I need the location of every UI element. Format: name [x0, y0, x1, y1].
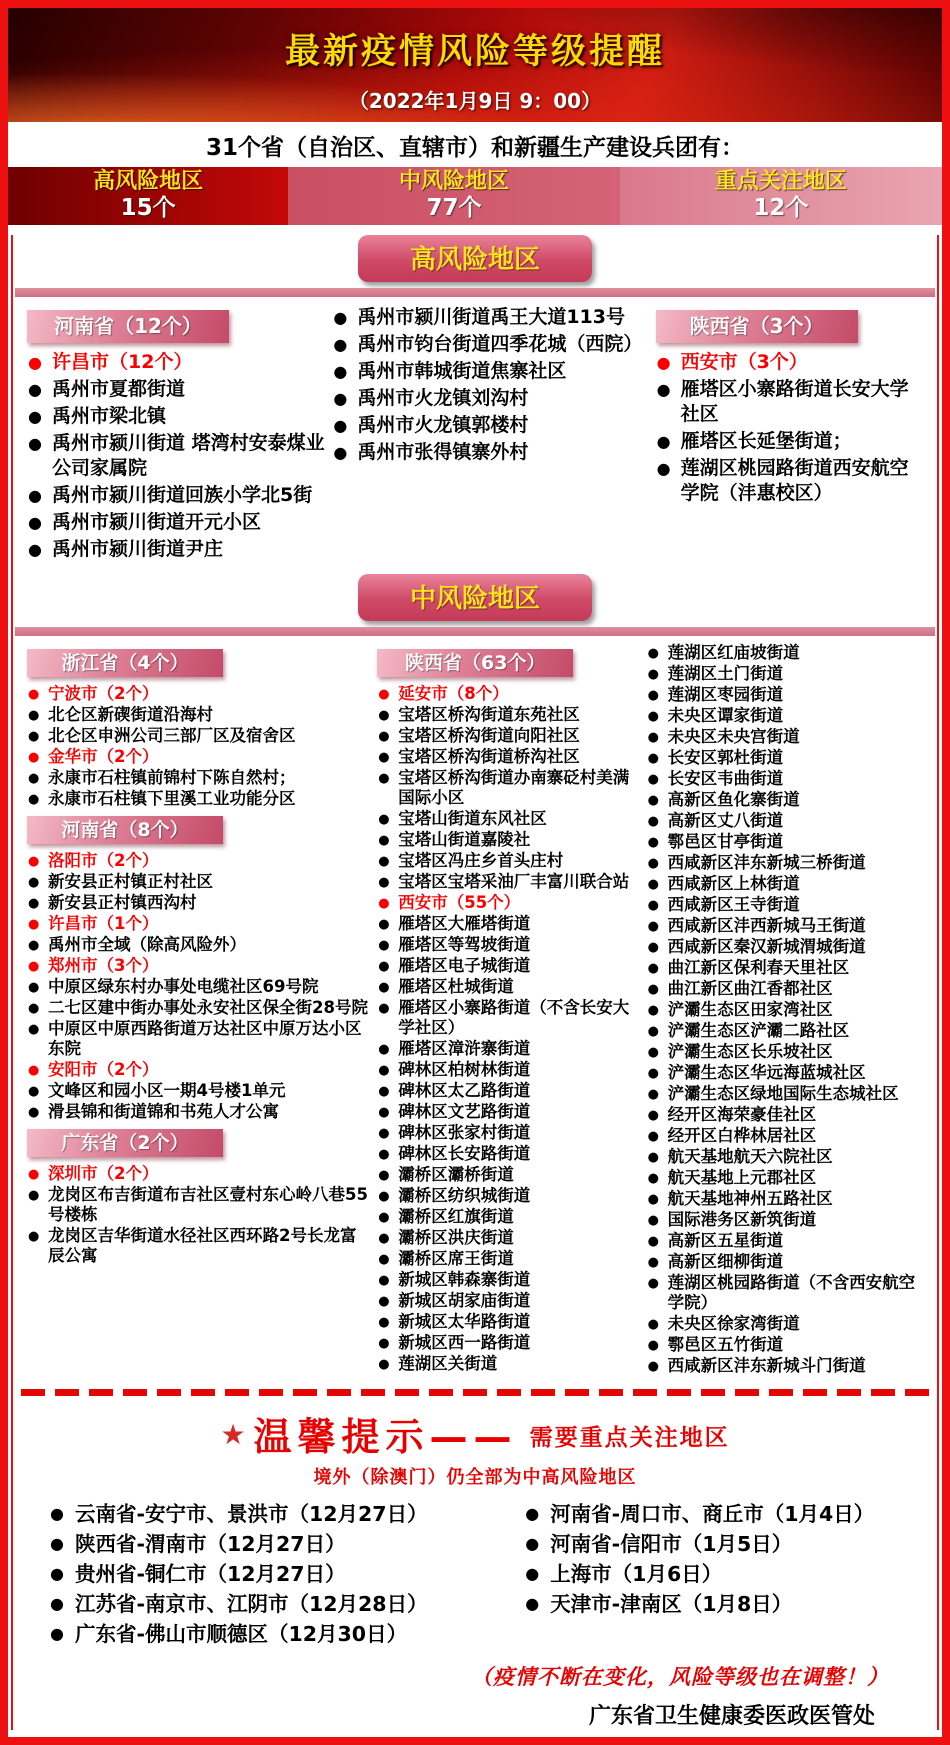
list-item-text: 西安市（3个） [680, 351, 808, 373]
notice-item [49, 1559, 524, 1589]
dashed-separator [21, 1389, 929, 1396]
list-item-text: 碑林区柏树林街道 [398, 1060, 531, 1079]
list-item [647, 1252, 919, 1272]
list-item [647, 706, 919, 726]
list-item-text: 宝塔区冯庄乡首头庄村 [398, 851, 564, 870]
list-item [647, 1356, 919, 1376]
list-item-text: 曲江新区保利春天里社区 [667, 958, 850, 977]
list-item [377, 768, 640, 808]
list-item-text: 中原区绿东村办事处电缆社区69号院 [48, 977, 319, 996]
list-item [27, 768, 371, 788]
notice-item-text: 云南省-安宁市、景洪市（12月27日） [75, 1502, 428, 1526]
stat-count: 12个 [753, 195, 809, 222]
list-item [377, 1039, 640, 1059]
list-item [377, 1333, 640, 1353]
list-item [332, 332, 649, 357]
list-item-text: 未央区谭家街道 [667, 706, 784, 725]
list-item-text: 新安县正村镇正村社区 [48, 872, 213, 891]
list-item-text: 二七区建中街办事处永安社区保全街28号院 [48, 998, 368, 1017]
list-item [647, 1063, 919, 1083]
list-item-text: 河南省（8个） [27, 816, 223, 844]
mid-risk-column-3 [645, 640, 923, 1377]
list-item-text: 金华市（2个） [48, 747, 159, 766]
list-item-text: 浐灞生态区绿地国际生态城社区 [667, 1084, 899, 1103]
date-label: （2022年1月9日 9：00） [348, 89, 602, 113]
list-item-text: 新城区西一路街道 [398, 1333, 531, 1352]
notice-left-list [49, 1499, 524, 1649]
list-item [656, 456, 919, 506]
list-item-text: 莲湖区红庙坡街道 [667, 643, 800, 662]
list-item [377, 998, 640, 1038]
list-item [377, 1270, 640, 1290]
list-item [647, 1042, 919, 1062]
list-item [377, 1165, 640, 1185]
list-item [647, 937, 919, 957]
list-item [27, 1019, 371, 1059]
notice-item-text: 贵州省-铜仁市（12月27日） [75, 1562, 346, 1586]
list-item-text: 禹州市钧台街道四季花城（西院） [357, 333, 643, 355]
list-item [377, 1186, 640, 1206]
list-item-text: 禹州市全域（除高风险外） [48, 935, 246, 954]
list-item-text: 安阳市（2个） [48, 1060, 159, 1079]
list-item-text: 陕西省（3个） [656, 310, 858, 343]
list-item-text: 莲湖区桃园路街道（不含西安航空学院） [667, 1273, 916, 1312]
list-item-text: 北仑区新碶街道沿海村 [48, 705, 213, 724]
list-item [27, 789, 371, 809]
list-item-text: 莲湖区枣园街道 [667, 685, 784, 704]
stat-label: 中风险地区 [398, 169, 509, 195]
high-risk-column-1 [25, 301, 330, 564]
list-item [656, 310, 919, 343]
list-item [377, 1228, 640, 1248]
list-item-text: 禹州市颍川街道 塔湾村安泰煤业公司家属院 [52, 432, 325, 479]
list-item [27, 483, 326, 508]
list-item [377, 830, 640, 850]
list-item [377, 1123, 640, 1143]
list-item [647, 748, 919, 768]
notice-item-text: 江苏省-南京市、江阴市（12月28日） [75, 1592, 428, 1616]
stat-count: 15个 [120, 195, 176, 222]
list-item [27, 684, 371, 704]
notice-item [49, 1619, 524, 1649]
list-item [27, 1060, 371, 1080]
list-item [377, 1060, 640, 1080]
list-item [656, 429, 919, 454]
list-item-text: 灞桥区洪庆街道 [398, 1228, 514, 1247]
notice-warning: （疫情不断在变化，风险等级也在调整！） [471, 1665, 889, 1689]
list-item-text: 雁塔区等驾坡街道 [398, 935, 531, 954]
list-item [647, 853, 919, 873]
list-item [647, 1314, 919, 1334]
list-item-text: 西咸新区沣东新城斗门街道 [667, 1356, 866, 1375]
list-item [377, 1354, 640, 1374]
notice-item [524, 1499, 913, 1529]
list-item [377, 1291, 640, 1311]
list-item [656, 377, 919, 427]
list-item-text: 深圳市（2个） [48, 1164, 159, 1183]
list-item-text: 高新区鱼化寨街道 [667, 790, 800, 809]
list-item [647, 1189, 919, 1209]
list-item-text: 曲江新区曲江香都社区 [667, 979, 833, 998]
list-item [647, 685, 919, 705]
list-item-text: 雁塔区电子城街道 [398, 956, 531, 975]
list-item [27, 1164, 371, 1184]
list-item-text: 碑林区太乙路街道 [398, 1081, 531, 1100]
list-item-text: 禹州市韩城街道焦寨社区 [357, 360, 567, 382]
list-item [377, 1312, 640, 1332]
list-item [377, 747, 640, 767]
list-item-text: 莲湖区桃园路街道西安航空学院（沣惠校区） [680, 457, 909, 504]
mid-risk-column-1 [25, 640, 375, 1267]
notice-title: 温馨提示—— [253, 1415, 518, 1459]
list-item-text: 宝塔区桥沟街道东苑社区 [398, 705, 580, 724]
mid-risk-column-2 [375, 640, 644, 1375]
list-item-text: 莲湖区土门街道 [667, 664, 784, 683]
list-item [27, 747, 371, 767]
list-item-text: 禹州市颍川街道尹庄 [52, 538, 224, 560]
list-item [647, 769, 919, 789]
list-item [27, 1185, 371, 1225]
list-item-text: 洛阳市（2个） [48, 851, 159, 870]
list-item-text: 宁波市（2个） [48, 684, 159, 703]
list-item [647, 916, 919, 936]
section-pill-high-risk: 高风险地区 [358, 235, 592, 282]
list-item [27, 998, 371, 1018]
list-item-text: 禹州市颍川街道禹王大道113号 [357, 306, 625, 328]
list-item-text: 西安市（55个） [398, 893, 521, 912]
list-item [647, 1273, 919, 1313]
list-item-text: 雁塔区杜城街道 [398, 977, 514, 996]
list-item-text: 长安区郭杜街道 [667, 748, 784, 767]
stats-row [8, 167, 942, 225]
list-item [647, 1231, 919, 1251]
list-item-text: 灞桥区红旗街道 [398, 1207, 514, 1226]
list-item [27, 649, 371, 677]
list-item-text: 莲湖区关街道 [398, 1354, 498, 1373]
list-item [647, 895, 919, 915]
notice-item-text: 广东省-佛山市顺德区（12月30日） [75, 1622, 408, 1646]
list-item [377, 684, 640, 704]
list-item-text: 鄠邑区五竹街道 [667, 1335, 784, 1354]
list-item-text: 西咸新区沣东新城三桥街道 [667, 853, 866, 872]
page-title: 最新疫情风险等级提醒 [284, 32, 665, 72]
notice-columns [23, 1489, 927, 1649]
list-item-text: 新城区太华路街道 [398, 1312, 531, 1331]
list-item-text: 鄠邑区甘亭街道 [667, 832, 784, 851]
notice-header [23, 1406, 927, 1461]
list-item [647, 664, 919, 684]
list-item-text: 中原区中原西路街道万达社区中原万达小区东院 [48, 1019, 362, 1058]
notice-department: 广东省卫生健康委医政医管处 [588, 1704, 875, 1729]
mid-risk-columns [13, 636, 937, 1377]
list-item [647, 958, 919, 978]
list-item [27, 350, 326, 375]
list-item [377, 726, 640, 746]
list-item [377, 956, 640, 976]
list-item-text: 龙岗区布吉街道布吉社区壹村东心岭八巷55号楼栋 [48, 1185, 368, 1224]
list-item-text: 雁塔区大雁塔街道 [398, 914, 531, 933]
notice-subtitle: 境外（除澳门）仍全部为中高风险地区 [313, 1467, 637, 1488]
list-item-text: 禹州市夏都街道 [52, 378, 186, 400]
list-item [27, 1081, 371, 1101]
content-frame [11, 235, 939, 1730]
list-item-text: 高新区细柳街道 [667, 1252, 784, 1271]
list-item [647, 874, 919, 894]
stat-cell [620, 167, 942, 225]
notice-item [49, 1529, 524, 1559]
list-item [27, 377, 326, 402]
list-item [27, 310, 326, 343]
list-item-text: 浙江省（4个） [27, 649, 223, 677]
star-icon: ★ [220, 1418, 246, 1451]
list-item [27, 510, 326, 535]
list-item-text: 长安区韦曲街道 [667, 769, 784, 788]
list-item [27, 726, 371, 746]
list-item [332, 413, 649, 438]
notice-item-text: 天津市-津南区（1月8日） [550, 1592, 793, 1616]
list-item [377, 649, 640, 677]
list-item [647, 727, 919, 747]
list-item [377, 914, 640, 934]
section-pill-mid-risk: 中风险地区 [358, 574, 592, 621]
notice-item [49, 1499, 524, 1529]
poster-header [8, 8, 942, 122]
list-item [647, 1168, 919, 1188]
list-item [377, 1144, 640, 1164]
list-item-text: 北仑区申洲公司三部厂区及宿舍区 [48, 726, 296, 745]
list-item-text: 碑林区张家村街道 [398, 1123, 531, 1142]
list-item-text: 浐灞生态区长乐坡社区 [667, 1042, 833, 1061]
list-item-text: 禹州市梁北镇 [52, 405, 167, 427]
list-item [647, 1105, 919, 1125]
list-item-text: 西咸新区王寺街道 [667, 895, 800, 914]
list-item [332, 386, 649, 411]
notice-title-suffix: 需要重点关注地区 [529, 1425, 730, 1451]
divider-rule [15, 288, 935, 297]
list-item [647, 1084, 919, 1104]
notice-item [524, 1559, 913, 1589]
list-item-text: 宝塔山街道东风社区 [398, 809, 547, 828]
list-item-text: 文峰区和园小区一期4号楼1单元 [48, 1081, 286, 1100]
high-risk-columns [13, 297, 937, 564]
list-item [27, 1102, 371, 1122]
list-item [377, 1207, 640, 1227]
list-item-text: 浐灞生态区华远海蓝城社区 [667, 1063, 866, 1082]
list-item-text: 碑林区文艺路街道 [398, 1102, 531, 1121]
list-item [377, 1102, 640, 1122]
list-item-text: 高新区丈八街道 [667, 811, 784, 830]
list-item [377, 1249, 640, 1269]
list-item [27, 705, 371, 725]
list-item-text: 经开区海荣豪佳社区 [667, 1105, 817, 1124]
list-item [377, 893, 640, 913]
notice-item [49, 1589, 524, 1619]
list-item [27, 893, 371, 913]
stat-cell [8, 167, 288, 225]
notice-right-list [524, 1499, 913, 1649]
list-item-text: 宝塔区桥沟街道办南寨砭村美满国际小区 [398, 768, 630, 807]
list-item-text: 宝塔区桥沟街道桥沟社区 [398, 747, 580, 766]
list-item-text: 西咸新区沣西新城马王街道 [667, 916, 866, 935]
list-item-text: 禹州市火龙镇郭楼村 [357, 414, 529, 436]
notice-item-text: 河南省-周口市、商丘市（1月4日） [550, 1502, 875, 1526]
list-item-text: 许昌市（1个） [48, 914, 159, 933]
divider-rule [15, 627, 935, 636]
list-item [647, 1126, 919, 1146]
list-item [647, 1210, 919, 1230]
notice-item [524, 1589, 913, 1619]
list-item [647, 1147, 919, 1167]
notice-item-text: 河南省-信阳市（1月5日） [550, 1532, 793, 1556]
list-item-text: 灞桥区纺织城街道 [398, 1186, 531, 1205]
list-item [377, 705, 640, 725]
list-item [377, 851, 640, 871]
list-item-text: 碑林区长安路街道 [398, 1144, 531, 1163]
list-item [647, 979, 919, 999]
list-item-text: 陕西省（63个） [377, 649, 573, 677]
list-item-text: 航天基地航天六院社区 [667, 1147, 833, 1166]
list-item [647, 1000, 919, 1020]
list-item [647, 643, 919, 663]
list-item-text: 郑州市（3个） [48, 956, 159, 975]
list-item [377, 872, 640, 892]
list-item-text: 禹州市火龙镇刘沟村 [357, 387, 529, 409]
list-item-text: 西咸新区秦汉新城渭城街道 [667, 937, 866, 956]
list-item-text: 西咸新区上林街道 [667, 874, 800, 893]
list-item [332, 305, 649, 330]
list-item [647, 811, 919, 831]
list-item-text: 新城区胡家庙街道 [398, 1291, 531, 1310]
stat-cell [288, 167, 620, 225]
notice-item-text: 陕西省-渭南市（12月27日） [75, 1532, 346, 1556]
list-item-text: 许昌市（12个） [52, 351, 193, 373]
list-item-text: 宝塔区宝塔采油厂丰富川联合站 [398, 872, 630, 891]
list-item [27, 537, 326, 562]
list-item-text: 雁塔区小寨路街道长安大学社区 [680, 378, 909, 425]
list-item-text: 新安县正村镇西沟村 [48, 893, 197, 912]
list-item [27, 1226, 371, 1266]
stat-count: 77个 [426, 195, 482, 222]
list-item-text: 浐灞生态区浐灞二路社区 [667, 1021, 850, 1040]
list-item [377, 809, 640, 829]
list-item-text: 航天基地神州五路社区 [667, 1189, 833, 1208]
notice-item [524, 1529, 913, 1559]
list-item-text: 经开区白桦林居社区 [667, 1126, 817, 1145]
list-item-text: 永康市石柱镇下里溪工业功能分区 [48, 789, 296, 808]
list-item-text: 航天基地上元郡社区 [667, 1168, 817, 1187]
list-item [27, 956, 371, 976]
list-item [27, 977, 371, 997]
list-item [27, 914, 371, 934]
list-item-text: 龙岗区吉华街道水径社区西环路2号长龙富辰公寓 [48, 1226, 357, 1265]
list-item [27, 872, 371, 892]
list-item [332, 359, 649, 384]
high-risk-column-2 [330, 301, 653, 467]
stat-label: 高风险地区 [93, 169, 204, 195]
list-item-text: 雁塔区小寨路街道（不含长安大学社区） [398, 998, 630, 1037]
list-item-text: 宝塔山街道嘉陵社 [398, 830, 531, 849]
stat-label: 重点关注地区 [714, 169, 847, 195]
high-risk-column-3 [654, 301, 923, 508]
list-item-text: 未央区徐家湾街道 [667, 1314, 800, 1333]
list-item-text: 禹州市颍川街道回族小学北5街 [52, 484, 313, 506]
list-item-text: 延安市（8个） [398, 684, 509, 703]
intro-text: 31个省（自治区、直辖市）和新疆生产建设兵团有： [8, 122, 942, 167]
list-item [332, 440, 649, 465]
list-item-text: 河南省（12个） [27, 310, 229, 343]
list-item [377, 935, 640, 955]
list-item-text: 永康市石柱镇前锦村下陈自然村； [48, 768, 296, 787]
list-item-text: 高新区五星街道 [667, 1231, 784, 1250]
notice-section [13, 1404, 937, 1730]
list-item-text: 雁塔区长延堡街道； [680, 430, 852, 452]
list-item [27, 431, 326, 481]
list-item-text: 浐灞生态区田家湾社区 [667, 1000, 833, 1019]
list-item [27, 816, 371, 844]
list-item-text: 国际港务区新筑街道 [667, 1210, 817, 1229]
list-item-text: 禹州市颍川街道开元小区 [52, 511, 262, 533]
list-item-text: 灞桥区灞桥街道 [398, 1165, 514, 1184]
notice-item-text: 上海市（1月6日） [550, 1562, 723, 1586]
list-item [27, 1129, 371, 1157]
list-item-text: 未央区未央宫街道 [667, 727, 800, 746]
list-item-text: 宝塔区桥沟街道向阳社区 [398, 726, 580, 745]
list-item [647, 790, 919, 810]
list-item-text: 禹州市张得镇寨外村 [357, 441, 529, 463]
list-item [27, 935, 371, 955]
list-item-text: 新城区韩森寨街道 [398, 1270, 531, 1289]
list-item [647, 1335, 919, 1355]
list-item [27, 851, 371, 871]
list-item [377, 977, 640, 997]
list-item [377, 1081, 640, 1101]
list-item-text: 滑县锦和街道锦和书苑人才公寓 [48, 1102, 279, 1121]
list-item [647, 832, 919, 852]
list-item [656, 350, 919, 375]
list-item-text: 灞桥区席王街道 [398, 1249, 514, 1268]
list-item [27, 404, 326, 429]
list-item [647, 1021, 919, 1041]
list-item-text: 广东省（2个） [27, 1129, 223, 1157]
list-item-text: 雁塔区漳浒寨街道 [398, 1039, 531, 1058]
